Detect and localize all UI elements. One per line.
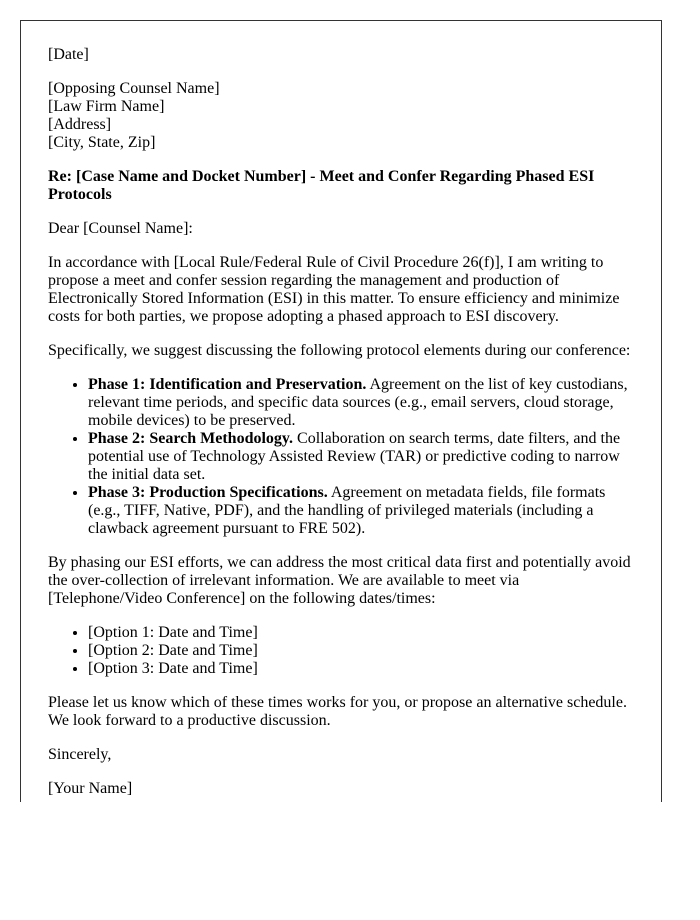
signature-placeholder: [Your Name] (48, 780, 133, 797)
phase-1-heading: Phase 1: Identification and Preservation. (88, 376, 367, 393)
phase-3-text: Agreement on metadata fields, file formats (e.g., TIFF, Native, PDF), and the handling of privileged materials (including a clawback agreement pursuant to FRE 502). (88, 484, 606, 537)
letter-document (20, 20, 662, 802)
phase-2-text: Collaboration on search terms, date filters, and the potential use of Technology Assisted Review (TAR) or predictive coding to narrow the initial data set. (88, 430, 621, 483)
sign-off: Sincerely, (48, 746, 112, 763)
phase-3-heading: Phase 3: Production Specifications. (88, 484, 328, 501)
option-1-bullet: • [Option 1: Date and Time] (88, 624, 633, 642)
option-bullet-list (48, 624, 633, 678)
subject-line: Re: [Case Name and Docket Number] - Meet and Confer Regarding Phased ESI Protocols (48, 168, 595, 203)
phase-1-text: Agreement on the list of key custodians, relevant time periods, and specific data sources (e.g., email servers, cloud storage, mobile devices) to be preserved. (88, 376, 628, 429)
recipient-line-counsel-name: [Opposing Counsel Name] (48, 80, 220, 97)
option-2-bullet: • [Option 2: Date and Time] (88, 642, 633, 660)
date-placeholder: [Date] (48, 46, 89, 63)
phase-3-bullet (88, 484, 633, 538)
closing-paragraph: Please let us know which of these times works for you, or propose an alternative schedule. We look forward to a productive discussion. (48, 694, 627, 729)
recipient-address-block (48, 80, 633, 152)
availability-paragraph: By phasing our ESI efforts, we can address the most critical data first and potentially avoid the over-collection of irrelevant information. We are available to meet via [Telephone/Video Conference] on the following dates/times: (48, 554, 631, 607)
phase-1-bullet (88, 376, 633, 430)
intro-paragraph: In accordance with [Local Rule/Federal Rule of Civil Procedure 26(f)], I am writing to propose a meet and confer session regarding the management and production of Electronically Stored Information (ESI) in this matter. To ensure efficiency and minimize costs for both parties, we propose adopting a phased approach to ESI discovery. (48, 254, 620, 325)
recipient-line-law-firm: [Law Firm Name] (48, 98, 165, 115)
subject-line-paragraph (48, 168, 633, 204)
recipient-line-city-state-zip: [City, State, Zip] (48, 134, 156, 151)
lead-in-paragraph: Specifically, we suggest discussing the following protocol elements during our conference: (48, 342, 631, 359)
recipient-line-address: [Address] (48, 116, 112, 133)
option-3-bullet: • [Option 3: Date and Time] (88, 660, 633, 678)
salutation: Dear [Counsel Name]: (48, 220, 193, 237)
phase-2-heading: Phase 2: Search Methodology. (88, 430, 294, 447)
phase-2-bullet (88, 430, 633, 484)
phase-bullet-list (48, 376, 633, 538)
